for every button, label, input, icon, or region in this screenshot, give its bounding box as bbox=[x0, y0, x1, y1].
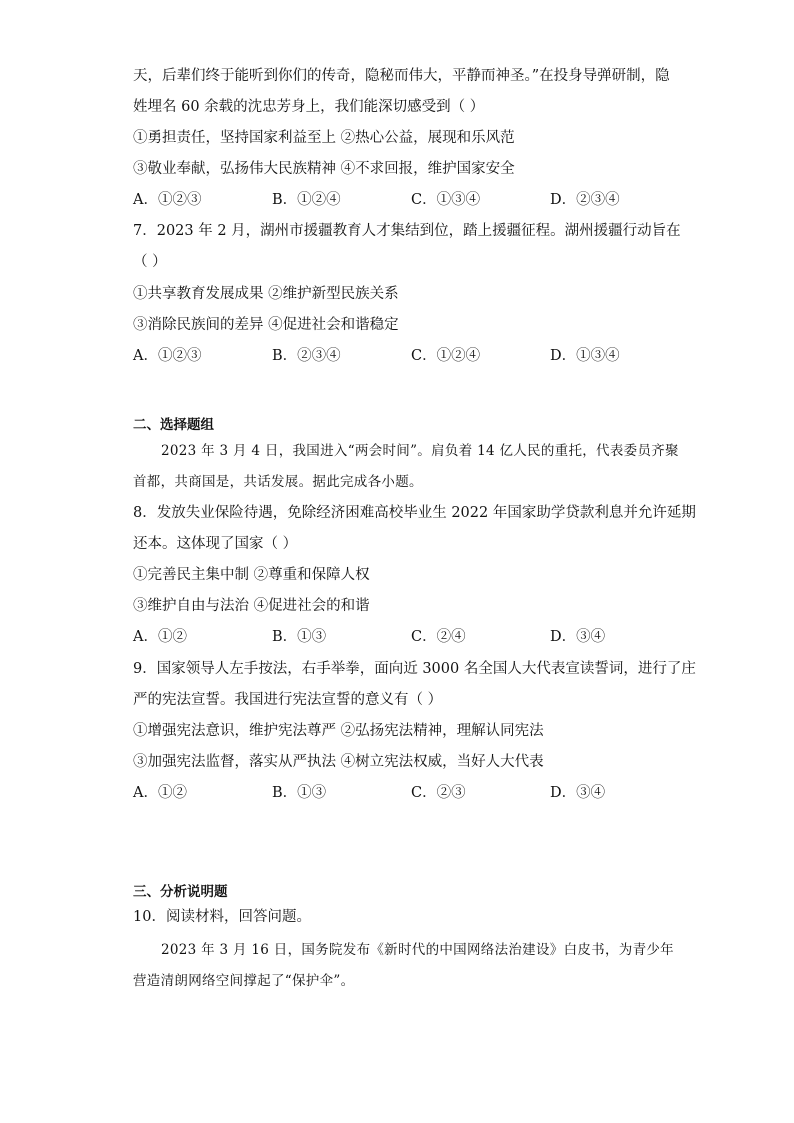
section-3-material-line-1: 2023 年 3 月 16 日，国务院发布《新时代的中国网络法治建设》白皮书，为青少年 bbox=[161, 942, 674, 958]
q8-option-d: D．③④ bbox=[550, 629, 606, 645]
q8-stem-line-2: 还本。这体现了国家（ ） bbox=[133, 536, 298, 552]
q6-option-d: D．②③④ bbox=[550, 192, 620, 208]
section-3-heading: 三、分析说明题 bbox=[133, 884, 228, 900]
q7-option-a: A．①②③ bbox=[133, 348, 202, 364]
q9-option-a: A．①② bbox=[133, 785, 187, 801]
q9-option-d: D．③④ bbox=[550, 785, 606, 801]
q9-option-c: C．②③ bbox=[411, 785, 466, 801]
q8-statements-1: ①完善民主集中制 ②尊重和保障人权 bbox=[133, 567, 370, 583]
q7-stem-line-1: 7．2023 年 2 月，湖州市援疆教育人才集结到位，踏上援疆征程。湖州援疆行动旨在 bbox=[133, 223, 681, 239]
q7-stem-line-2: （ ） bbox=[133, 254, 167, 270]
q9-stem-line-2: 严的宪法宣誓。我国进行宪法宣誓的意义有（ ） bbox=[133, 692, 443, 708]
q8-statements-2: ③维护自由与法治 ④促进社会的和谐 bbox=[133, 598, 370, 614]
q6-statements-2: ③敬业奉献，弘扬伟大民族精神 ④不求回报，维护国家安全 bbox=[133, 161, 515, 177]
q7-statements-2: ③消除民族间的差异 ④促进社会和谐稳定 bbox=[133, 317, 399, 333]
q6-options bbox=[133, 190, 653, 210]
q8-option-c: C．②④ bbox=[411, 629, 466, 645]
q9-statements-1: ①增强宪法意识，维护宪法尊严 ②弘扬宪法精神，理解认同宪法 bbox=[133, 723, 544, 739]
section-2-material-line-2: 首都，共商国是，共话发展。据此完成各小题。 bbox=[133, 474, 423, 490]
section-2-heading: 二、选择题组 bbox=[133, 417, 214, 433]
q8-stem-line-1: 8．发放失业保险待遇，免除经济困难高校毕业生 2022 年国家助学贷款利息并允许延期 bbox=[133, 505, 696, 521]
q6-stem-line-1: 天，后辈们终于能听到你们的传奇，隐秘而伟大，平静而神圣。”在投身导弹研制，隐 bbox=[133, 68, 670, 84]
q7-statements-1: ①共享教育发展成果 ②维护新型民族关系 bbox=[133, 286, 399, 302]
q9-options bbox=[133, 783, 653, 803]
q6-stem-line-2: 姓埋名 60 余载的沈忠芳身上，我们能深切感受到（ ） bbox=[133, 99, 485, 115]
q8-option-a: A．①② bbox=[133, 629, 187, 645]
q8-options bbox=[133, 627, 653, 647]
q9-option-b: B．①③ bbox=[272, 785, 327, 801]
q9-statements-2: ③加强宪法监督，落实从严执法 ④树立宪法权威，当好人大代表 bbox=[133, 754, 544, 770]
q6-option-c: C．①③④ bbox=[411, 192, 481, 208]
q7-option-d: D．①③④ bbox=[550, 348, 620, 364]
q9-stem-line-1: 9．国家领导人左手按法，右手举拳，面向近 3000 名全国人大代表宣读誓词，进行了庄 bbox=[133, 661, 696, 677]
q6-option-a: A．①②③ bbox=[133, 192, 202, 208]
q7-option-b: B．②③④ bbox=[272, 348, 341, 364]
q10-stem: 10．阅读材料，回答问题。 bbox=[133, 909, 311, 925]
q7-options bbox=[133, 346, 653, 366]
section-3-material-line-2: 营造清朗网络空间撑起了“保护伞”。 bbox=[133, 973, 355, 989]
q8-option-b: B．①③ bbox=[272, 629, 327, 645]
section-2-material-line-1: 2023 年 3 月 4 日，我国进入“两会时间”。肩负着 14 亿人民的重托，代表委员齐聚 bbox=[161, 443, 679, 459]
q6-statements-1: ①勇担责任，坚持国家利益至上 ②热心公益，展现和乐风范 bbox=[133, 130, 515, 146]
q6-option-b: B．①②④ bbox=[272, 192, 341, 208]
q7-option-c: C．①②④ bbox=[411, 348, 481, 364]
